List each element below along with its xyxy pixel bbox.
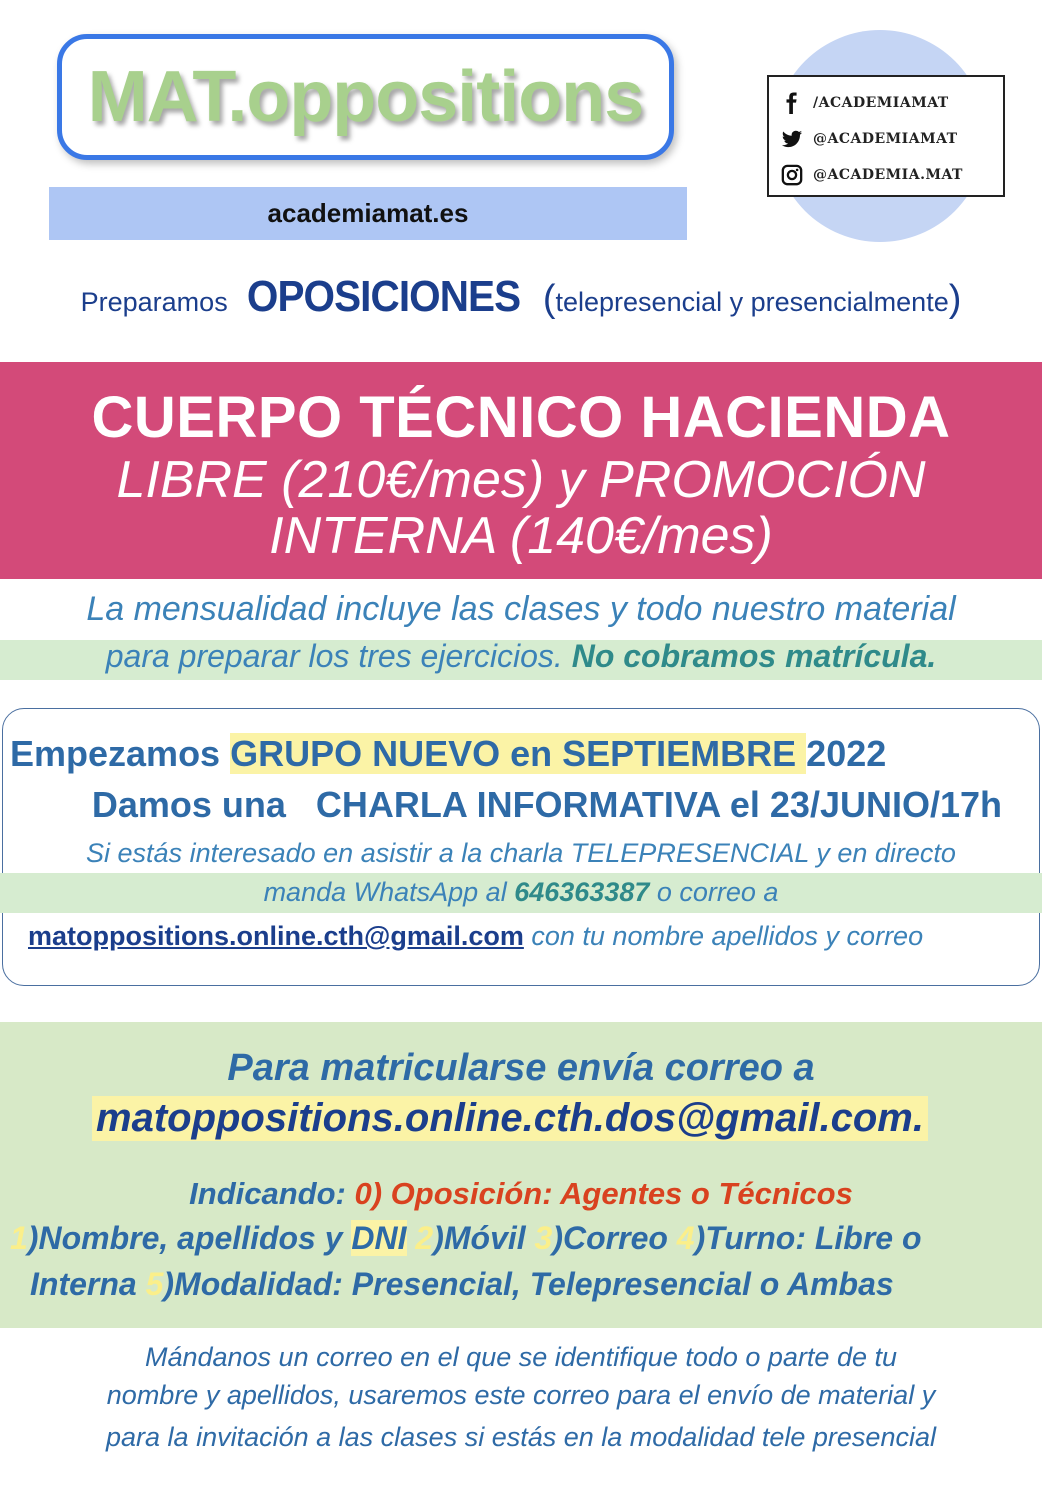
- monthly-line-2: [0, 638, 1042, 675]
- banner-price-line-2: INTERNA (140€/mes): [269, 507, 773, 565]
- instagram-icon: [781, 164, 803, 186]
- start-highlight: GRUPO NUEVO en SEPTIEMBRE: [230, 733, 807, 774]
- field-text-2: )Móvil: [433, 1220, 535, 1256]
- website-label[interactable]: academiamat.es: [49, 187, 687, 240]
- whatsapp-pre: manda WhatsApp al: [263, 877, 515, 907]
- logo-text: MAT.oppositions: [87, 57, 644, 137]
- monthly-line-1: La mensualidad incluye las clases y todo nuestro material: [86, 590, 956, 628]
- start-year: 2022: [806, 733, 887, 774]
- field-num-3: 3: [534, 1220, 553, 1256]
- field-num-2: 2: [406, 1220, 434, 1256]
- social-facebook[interactable]: [781, 85, 1003, 121]
- banner-price-line-1: LIBRE (210€/mes) y PROMOCIÓN: [116, 451, 926, 509]
- intro-mode: telepresencial y presencialmente: [555, 287, 949, 317]
- facebook-icon: [781, 92, 803, 114]
- social-twitter[interactable]: [781, 121, 1003, 157]
- facebook-handle: /ACADEMIAMAT: [813, 95, 949, 111]
- interest-line: Si estás interesado en asistir a la charla TELEPRESENCIAL y en directo: [86, 838, 956, 868]
- start-line: [10, 733, 1040, 775]
- field-num-4: 4: [676, 1220, 695, 1256]
- indicating-label: Indicando:: [189, 1176, 355, 1211]
- start-pre: Empezamos: [10, 733, 231, 774]
- enroll-line-1: Para matricularse envía correo a: [227, 1047, 815, 1089]
- talk-pre: Damos una: [91, 784, 296, 825]
- banner-title: CUERPO TÉCNICO HACIENDA: [91, 385, 951, 450]
- monthly-line-2-text: para preparar los tres ejercicios.: [105, 638, 572, 674]
- talk-bold: CHARLA INFORMATIVA el 23/JUNIO/17h: [315, 784, 1002, 825]
- intro-line: [0, 272, 1042, 322]
- field-text-4: )Turno: Libre o: [694, 1220, 922, 1256]
- instagram-handle: @ACADEMIA.MAT: [813, 167, 963, 183]
- social-instagram[interactable]: [781, 157, 1003, 193]
- enroll-email-link[interactable]: matoppositions.online.cth.dos@gmail.com.: [92, 1096, 928, 1141]
- enroll-indicating-line: [0, 1176, 1042, 1212]
- intro-oposiciones: OPOSICIONES: [247, 272, 521, 321]
- enroll-fields-line-1: [10, 1220, 1042, 1257]
- email-post: con tu nombre apellidos y correo: [523, 921, 924, 951]
- phone-number[interactable]: 646363387: [514, 877, 650, 907]
- no-fee-text: No cobramos matrícula.: [571, 638, 937, 674]
- field-text-5a: Interna: [30, 1266, 146, 1302]
- whatsapp-post: o correo a: [649, 877, 779, 907]
- opposition-text: 0) Oposición: Agentes o Técnicos: [354, 1176, 853, 1211]
- talk-line: [0, 784, 1042, 826]
- intro-paren-open: (: [532, 278, 556, 320]
- field-text-3: )Correo: [552, 1220, 677, 1256]
- course-banner: [0, 362, 1042, 579]
- field-dni: DNI: [351, 1220, 407, 1256]
- whatsapp-line: [0, 877, 1042, 908]
- footer-line-3: para la invitación a las clases si estás en la modalidad tele presencial: [106, 1422, 936, 1452]
- logo-frame: [57, 34, 674, 160]
- field-text-5b: )Modalidad: Presencial, Telepresencial o Ambas: [163, 1266, 894, 1302]
- twitter-icon: [781, 128, 803, 150]
- field-num-1: 1: [10, 1220, 28, 1256]
- intro-paren-close: ): [948, 278, 962, 320]
- intro-pre: Preparamos: [80, 287, 236, 317]
- twitter-handle: @ACADEMIAMAT: [813, 131, 958, 147]
- footer-line-1: Mándanos un correo en el que se identifique todo o parte de tu: [144, 1342, 898, 1372]
- email-line: [28, 921, 923, 952]
- info-email-link[interactable]: matoppositions.online.cth@gmail.com: [28, 921, 524, 951]
- field-text-1: )Nombre, apellidos y: [27, 1220, 352, 1256]
- enroll-fields-line-2: [30, 1266, 894, 1303]
- footer-line-2: nombre y apellidos, usaremos este correo para el envío de material y: [106, 1380, 936, 1410]
- field-num-5: 5: [145, 1266, 164, 1302]
- social-links-box: [767, 75, 1005, 197]
